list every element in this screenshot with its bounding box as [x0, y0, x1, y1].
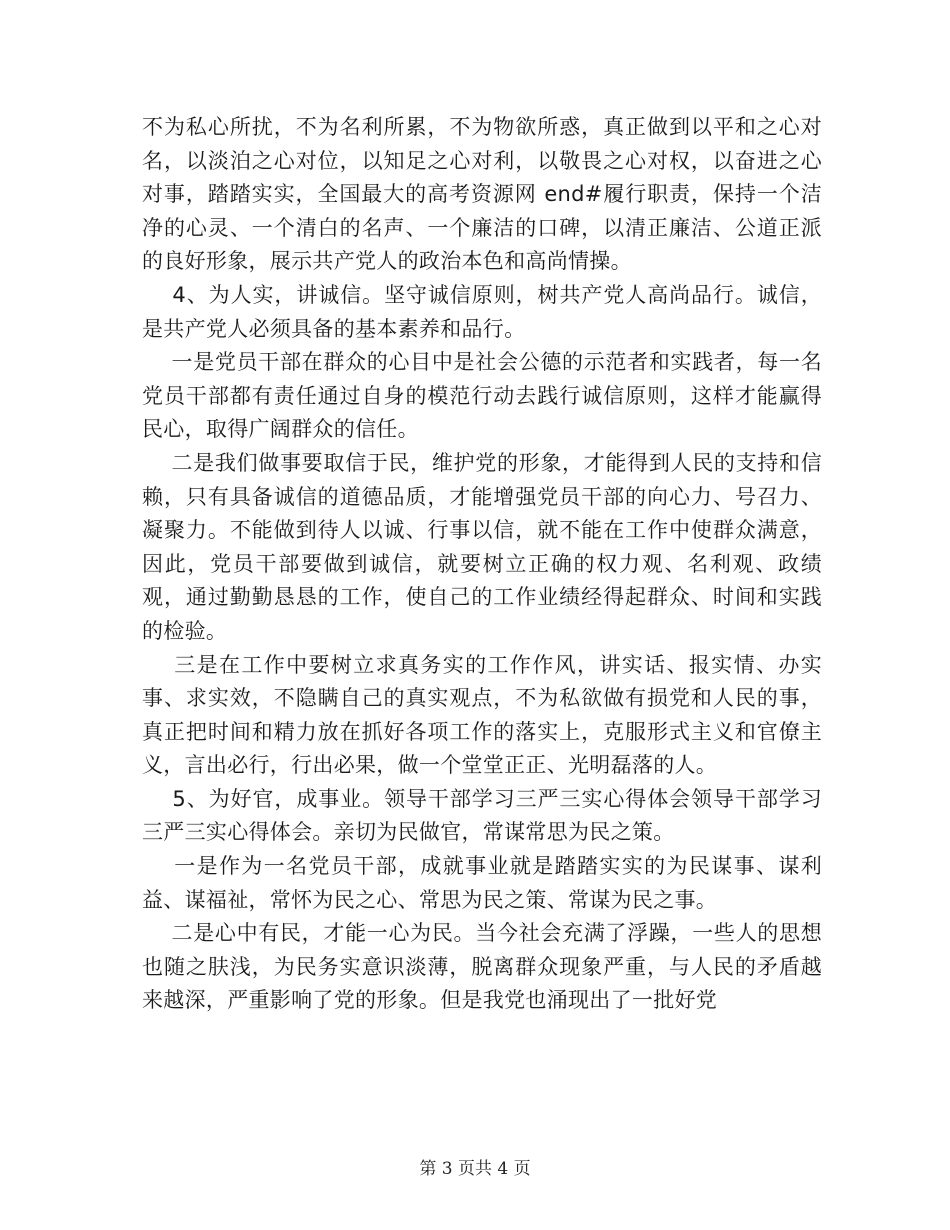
paragraph-6: 5、为好官，成事业。领导干部学习三严三实心得体会领导干部学习三严三实心得体会。亲切为民做官，常谋常思为民之策。 [142, 786, 823, 845]
paragraph-4: 二是我们做事要取信于民，维护党的形象，才能得到人民的支持和信赖，只有具备诚信的道德品质，才能增强党员干部的向心力、号召力、凝聚力。不能做到待人以诚、行事以信，就不能在工作中使群众满意，因此，党员干部要做到诚信，就要树立正确的权力观、名利观、政绩观，通过勤勤恳恳的工作，使自己的工作业绩经得起群众、时间和实践的检验。 [142, 450, 823, 643]
page-number-footer: 第 3 页共 4 页 [419, 1159, 531, 1179]
paragraph-5: 三是在工作中要树立求真务实的工作作风，讲实话、报实情、办实事、求实效，不隐瞒自己的真实观点，不为私欲做有损党和人民的事，真正把时间和精力放在抓好各项工作的落实上，克服形式主义和官僚主义，言出必行，行出必果，做一个堂堂正正、光明磊落的人。 [142, 652, 822, 778]
paragraph-1: 不为私心所扰，不为名利所累，不为物欲所惑，真正做到以平和之心对名，以淡泊之心对位，以知足之心对利，以敬畏之心对权，以奋进之心对事，踏踏实实，全国最大的高考资源网 end#履行职责，保持一个洁净的心灵、一个清白的名声、一个廉洁的口碑，以清正廉洁、公道正派的良好形象，展示共产党人的政治本色和高尚情操。 [142, 115, 822, 274]
paragraph-7: 一是作为一名党员干部，成就事业就是踏踏实实的为民谋事、谋利益、谋福祉，常怀为民之心、常思为民之策、常谋为民之事。 [142, 854, 822, 912]
paragraph-2: 4、为人实，讲诚信。坚守诚信原则，树共产党人高尚品行。诚信，是共产党人必须具备的基本素养和品行。 [142, 282, 823, 341]
paragraph-3: 一是党员干部在群众的心目中是社会公德的示范者和实践者，每一名党员干部都有责任通过自身的模范行动去践行诚信原则，这样才能赢得民心，取得广阔群众的信任。 [142, 350, 823, 442]
document-body [142, 111, 822, 1018]
paragraph-8: 二是心中有民，才能一心为民。当今社会充满了浮躁，一些人的思想也随之肤浅，为民务实意识淡薄，脱离群众现象严重，与人民的矛盾越来越深，严重影响了党的形象。但是我党也涌现出了一批好党 [142, 921, 823, 1013]
